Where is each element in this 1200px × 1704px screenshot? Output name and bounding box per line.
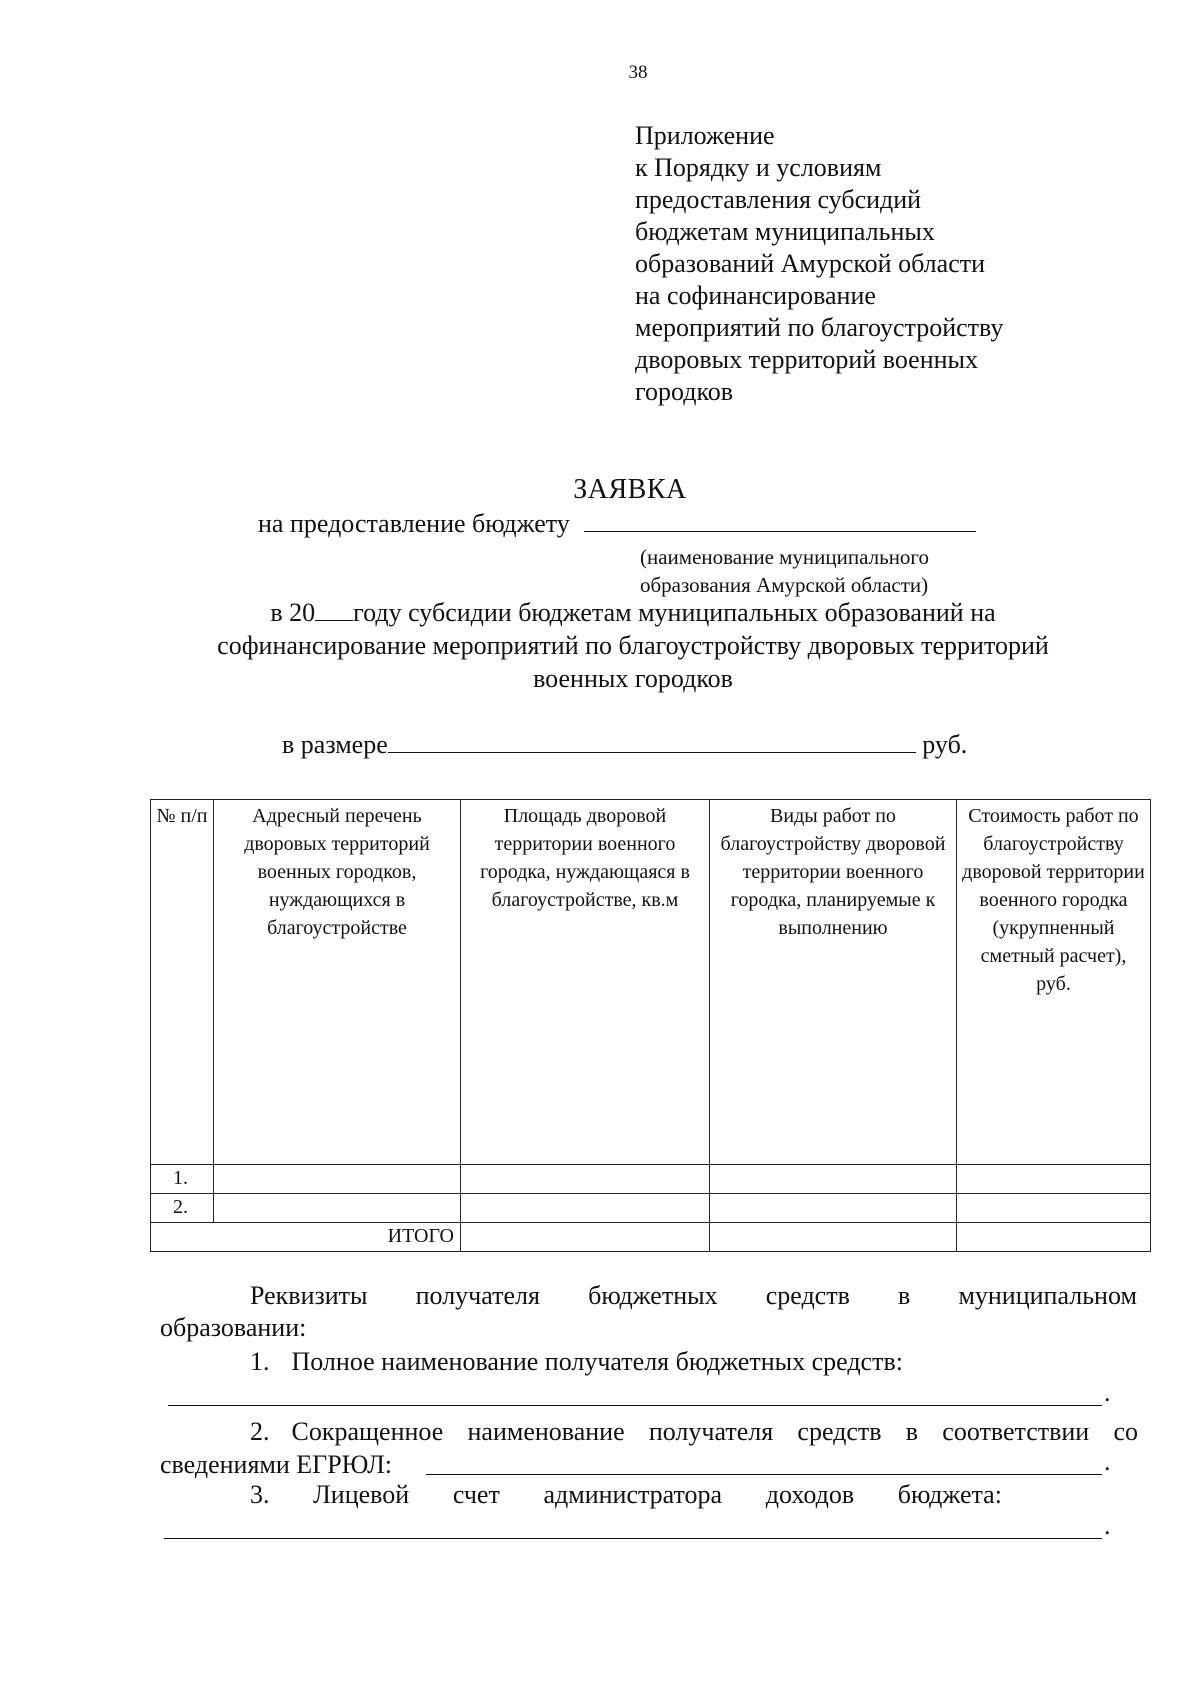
requisites-heading-line2: образовании: [160, 1313, 307, 1342]
end-mark: . [1104, 1511, 1111, 1540]
heading-word: в [898, 1281, 911, 1310]
cell-address[interactable] [214, 1165, 461, 1194]
item-text: Полное наименование получателя бюджетных средств: [291, 1347, 903, 1376]
cell-area[interactable] [461, 1165, 710, 1194]
item-number: 1. [250, 1347, 270, 1376]
item-word: доходов [765, 1480, 855, 1509]
heading-word: получателя [415, 1281, 540, 1310]
appendix-line: на софинансирование [635, 281, 876, 310]
full-name-field[interactable] [168, 1405, 1102, 1406]
heading-word: бюджетных [588, 1281, 718, 1310]
short-name-field[interactable] [426, 1474, 1102, 1475]
row-num: 2. [151, 1194, 214, 1223]
table-header-row [151, 800, 1151, 1165]
subtitle-line1 [0, 596, 1200, 629]
table-total-row [151, 1223, 1151, 1252]
heading-word: Реквизиты [250, 1281, 368, 1310]
total-works[interactable] [710, 1223, 957, 1252]
table-row [151, 1165, 1151, 1194]
requisites-heading [160, 1280, 1137, 1344]
municipality-hint [640, 543, 929, 599]
subtitle-line3: военных городков [533, 664, 733, 693]
end-mark: . [1104, 1378, 1111, 1407]
appendix-line: предоставления субсидий [635, 185, 922, 214]
appendix-line: Приложение [635, 121, 775, 150]
request-table [150, 799, 1151, 1252]
amount-field[interactable] [388, 732, 916, 753]
requisite-item-2 [160, 1415, 1138, 1481]
appendix-line: мероприятий по благоустройству [635, 313, 1004, 342]
header-address: Адресный перечень дворовых территорий военных городков, нуждающихся в благоустройстве [214, 800, 461, 1165]
item-word: бюджета: [897, 1480, 1002, 1509]
request-line [258, 509, 976, 539]
item-text: Сокращенное наименование получателя средств в соответствии со [291, 1417, 1138, 1446]
document-title: ЗАЯВКА [573, 474, 687, 505]
table-row [151, 1194, 1151, 1223]
amount-line [282, 730, 967, 760]
appendix-line: бюджетам муниципальных [635, 217, 935, 246]
subtitle-block [0, 596, 1200, 695]
cell-area[interactable] [461, 1194, 710, 1223]
item-text-cont: сведениями ЕГРЮЛ: [160, 1450, 392, 1479]
municipality-name-field[interactable] [584, 511, 976, 532]
year-field[interactable] [315, 600, 353, 621]
page-number: 38 [628, 62, 648, 83]
amount-label: в размере [282, 730, 388, 759]
row-num: 1. [151, 1165, 214, 1194]
header-works: Виды работ по благоустройству дворовой территории военного городка, планируемые к выполнению [710, 800, 957, 1165]
requisite-item-1 [250, 1347, 903, 1377]
subtitle-line2: софинансирование мероприятий по благоустройству дворовых территорий [217, 631, 1049, 660]
cell-address[interactable] [214, 1194, 461, 1223]
municipality-hint-line2: образования Амурской области) [640, 573, 929, 597]
cell-works[interactable] [710, 1194, 957, 1223]
total-cost[interactable] [957, 1223, 1151, 1252]
heading-word: муниципальном [958, 1281, 1137, 1310]
cell-cost[interactable] [957, 1165, 1151, 1194]
requisite-item-3 [250, 1480, 1002, 1510]
request-line-label: на предоставление бюджету [258, 509, 570, 538]
appendix-line: к Порядку и условиям [635, 153, 882, 182]
appendix-block [635, 120, 1003, 408]
appendix-line: городков [635, 377, 734, 406]
cell-works[interactable] [710, 1165, 957, 1194]
total-area[interactable] [461, 1223, 710, 1252]
item-word: Лицевой [313, 1480, 410, 1509]
end-mark: . [1104, 1447, 1111, 1476]
header-num: № п/п [151, 800, 214, 1165]
year-prefix: в 20 [270, 598, 316, 627]
appendix-line: дворовых территорий военных [635, 345, 978, 374]
account-field[interactable] [164, 1538, 1102, 1539]
total-label: ИТОГО [151, 1223, 461, 1252]
subtitle-line1-rest: году субсидии бюджетам муниципальных образований на [353, 598, 996, 627]
heading-word: средств [765, 1281, 850, 1310]
header-cost: Стоимость работ по благоустройству дворовой территории военного городка (укрупненный сметный расчет), руб. [957, 800, 1151, 1165]
cell-cost[interactable] [957, 1194, 1151, 1223]
appendix-line: образований Амурской области [635, 249, 986, 278]
item-number: 3. [250, 1480, 270, 1509]
header-area: Площадь дворовой территории военного городка, нуждающаяся в благоустройстве, кв.м [461, 800, 710, 1165]
requisites-heading-line1 [160, 1280, 1137, 1312]
item-word: счет [452, 1480, 500, 1509]
municipality-hint-line1: (наименование муниципального [640, 545, 930, 569]
item-number: 2. [250, 1417, 270, 1446]
amount-unit: руб. [922, 730, 968, 759]
item-word: администратора [543, 1480, 723, 1509]
